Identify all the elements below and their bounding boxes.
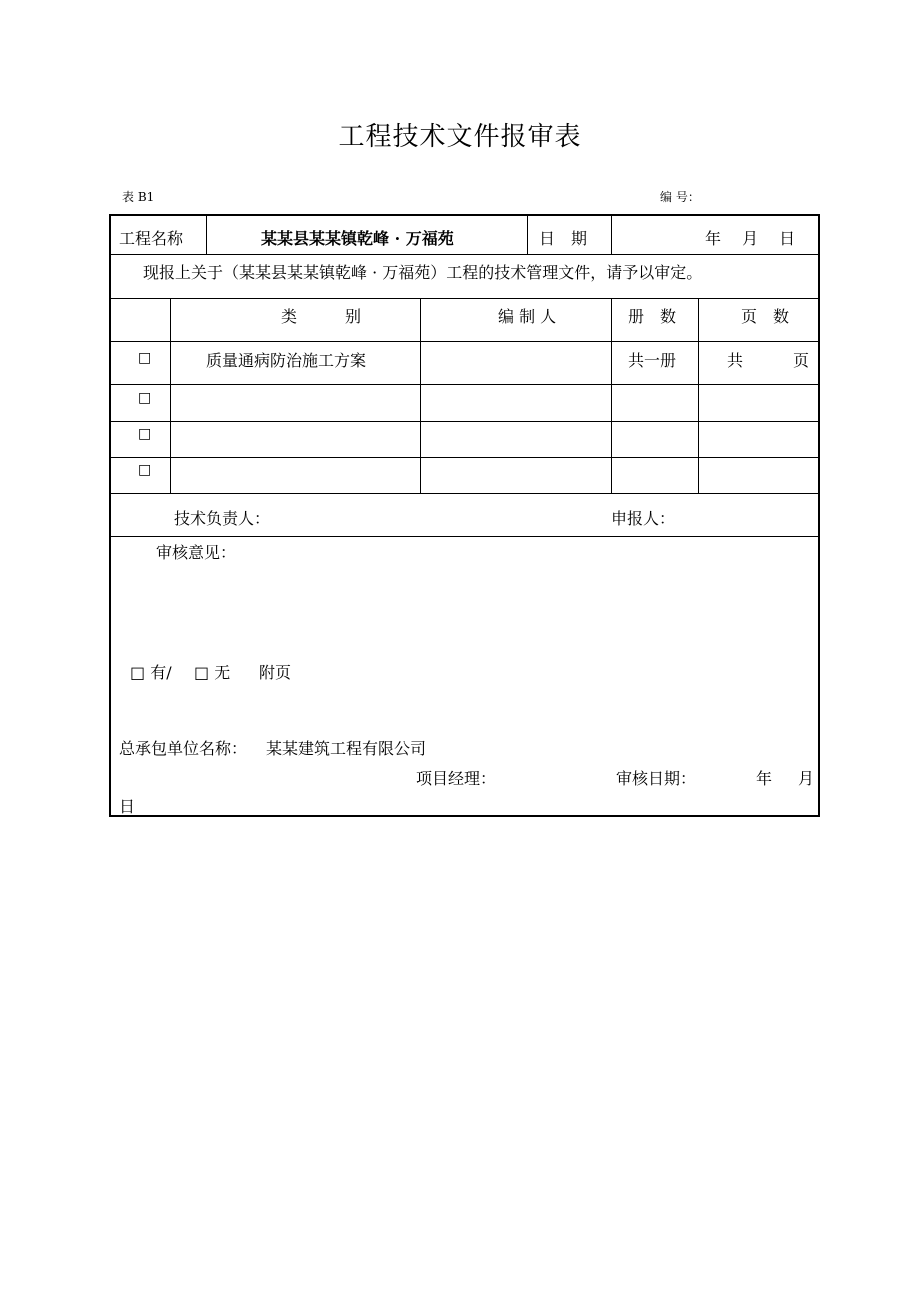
serial-number-label: 编 号： bbox=[660, 190, 700, 204]
rule bbox=[206, 216, 207, 254]
rule bbox=[111, 254, 818, 255]
attachment-label: 附页 bbox=[259, 663, 292, 682]
review-year-label: 年 bbox=[756, 769, 773, 788]
contractor-label: 总承包单位名称： bbox=[119, 739, 248, 758]
rule bbox=[420, 298, 421, 493]
review-month-label: 月 bbox=[798, 769, 815, 788]
rule bbox=[611, 298, 612, 493]
project-manager-label: 项目经理： bbox=[416, 769, 497, 788]
tech-lead-label: 技术负责人： bbox=[174, 509, 271, 528]
date-label: 日 期 bbox=[539, 229, 588, 248]
rule bbox=[170, 298, 171, 493]
submit-statement: 现报上关于（某某县某某镇乾峰 · 万福苑）工程的技术管理文件，请予以审定。 bbox=[143, 263, 703, 282]
row-volumes: 共一册 bbox=[628, 351, 677, 370]
rule bbox=[111, 341, 818, 342]
row-pages-prefix: 共 bbox=[727, 351, 744, 370]
rule bbox=[111, 536, 818, 537]
column-header-category: 类 别 bbox=[281, 307, 362, 326]
rule bbox=[611, 216, 612, 254]
column-header-author: 编 制 人 bbox=[498, 307, 557, 326]
column-header-pages: 页 数 bbox=[741, 307, 790, 326]
review-form-table bbox=[109, 214, 820, 817]
rule bbox=[527, 216, 528, 254]
project-name-label: 工程名称 bbox=[119, 229, 184, 248]
rule bbox=[111, 384, 818, 385]
submitter-label: 申报人： bbox=[611, 509, 676, 528]
row-checkbox[interactable]: □ bbox=[138, 426, 152, 442]
rule bbox=[111, 457, 818, 458]
attachment-has[interactable]: □ 有/ bbox=[130, 663, 172, 682]
row-checkbox[interactable]: □ bbox=[138, 390, 152, 406]
column-header-volumes: 册 数 bbox=[628, 307, 677, 326]
attachment-none[interactable]: □ 无 bbox=[194, 663, 231, 682]
rule bbox=[111, 298, 818, 299]
form-title: 工程技术文件报审表 bbox=[338, 122, 582, 152]
project-name-value: 某某县某某镇乾峰 · 万福苑 bbox=[261, 229, 454, 248]
review-day-label: 日 bbox=[119, 797, 136, 816]
date-value: 年 月 日 bbox=[705, 229, 796, 248]
review-opinion-label: 审核意见： bbox=[156, 543, 237, 562]
contractor-name: 某某建筑工程有限公司 bbox=[266, 739, 427, 758]
form-code: 表 B1 bbox=[122, 190, 155, 204]
row-category: 质量通病防治施工方案 bbox=[206, 351, 367, 370]
rule bbox=[698, 298, 699, 493]
rule bbox=[111, 493, 818, 494]
row-pages-suffix: 页 bbox=[793, 351, 810, 370]
row-checkbox[interactable]: □ bbox=[138, 350, 152, 366]
review-date-label: 审核日期： bbox=[616, 769, 697, 788]
rule bbox=[111, 421, 818, 422]
row-checkbox[interactable]: □ bbox=[138, 462, 152, 478]
